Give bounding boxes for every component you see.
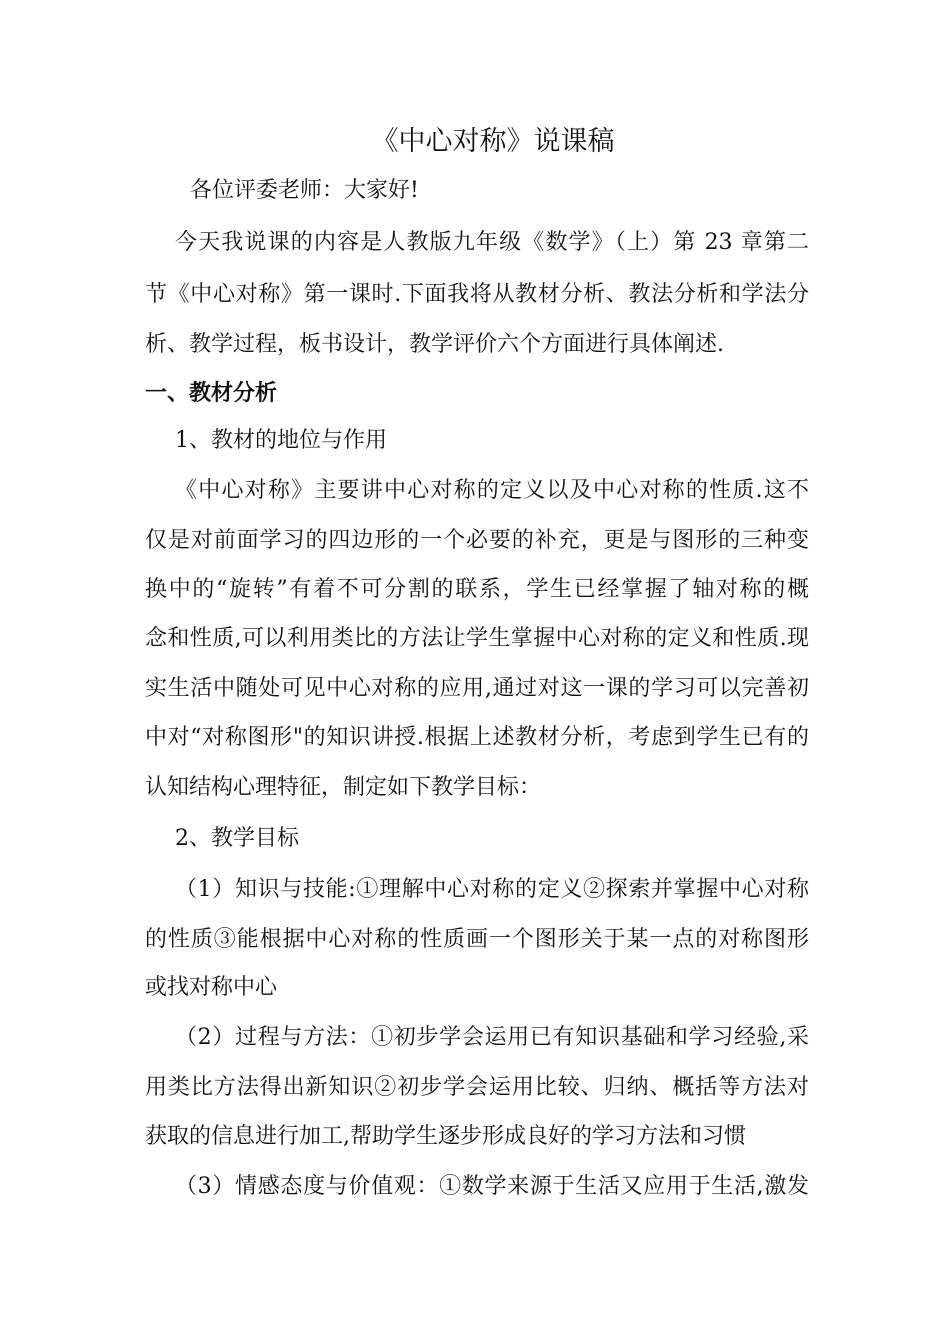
document-title: 《中心对称》说课稿 xyxy=(371,126,615,157)
goal-2-line-1: （2）过程与方法：①初步学会运用已有知识基础和学习经验,采 xyxy=(175,1025,809,1050)
goal-2-line-3: 获取的信息进行加工,帮助学生逐步形成良好的学习方法和习惯 xyxy=(145,1124,746,1149)
paragraph-line-5: 实生活中随处可见中心对称的应用,通过对这一课的学习可以完善初 xyxy=(145,676,809,701)
paragraph-line-3: 换中的“旋转”有着不可分割的联系，学生已经掌握了轴对称的概 xyxy=(145,577,809,602)
paragraph-line-6: 中对“对称图形"的知识讲授.根据上述教材分析，考虑到学生已有的 xyxy=(145,725,809,750)
intro-line-2: 节《中心对称》第一课时.下面我将从教材分析、教法分析和学法分 xyxy=(145,282,809,307)
paragraph-line-4: 念和性质,可以利用类比的方法让学生掌握中心对称的定义和性质.现 xyxy=(145,626,809,651)
greeting: 各位评委老师：大家好! xyxy=(190,178,419,203)
intro-line-3: 析、教学过程，板书设计，教学评价六个方面进行具体阐述. xyxy=(145,332,724,357)
subheading-teaching-goals: 2、教学目标 xyxy=(175,826,299,851)
section-heading-textbook-analysis: 一、教材分析 xyxy=(145,380,278,406)
paragraph-line-1: 《中心对称》主要讲中心对称的定义以及中心对称的性质.这不 xyxy=(175,478,809,503)
goal-1-line-3: 或找对称中心 xyxy=(145,975,278,1000)
paragraph-line-2: 仅是对前面学习的四边形的一个必要的补充，更是与图形的三种变 xyxy=(145,528,809,553)
intro-line-1: 今天我说课的内容是人教版九年级《数学》（上）第 23 章第二 xyxy=(175,230,809,255)
goal-3-line-1: （3）情感态度与价值观：①数学来源于生活又应用于生活,激发 xyxy=(175,1174,809,1199)
subheading-position-and-role: 1、教材的地位与作用 xyxy=(175,428,387,453)
goal-1-line-2: 的性质③能根据中心对称的性质画一个图形关于某一点的对称图形 xyxy=(145,927,809,952)
goal-1-line-1: （1）知识与技能:①理解中心对称的定义②探索并掌握中心对称 xyxy=(175,877,809,902)
goal-2-line-2: 用类比方法得出新知识②初步学会运用比较、归纳、概括等方法对 xyxy=(145,1075,809,1100)
paragraph-line-7: 认知结构心理特征，制定如下教学目标： xyxy=(145,775,542,800)
